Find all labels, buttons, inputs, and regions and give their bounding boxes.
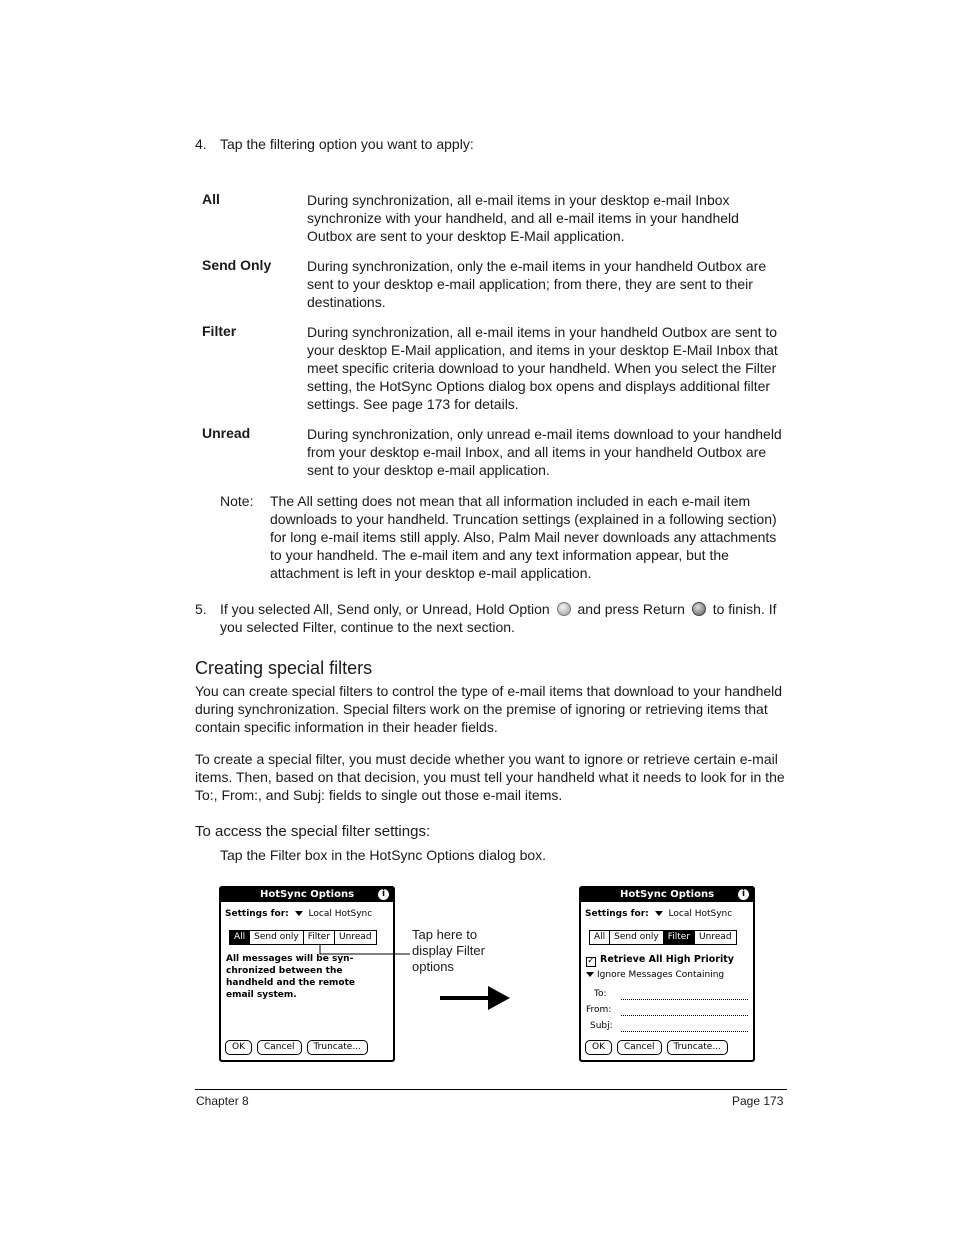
step-number: 4. [195,136,207,152]
settings-for-row [225,909,372,919]
dropdown-arrow-icon[interactable] [655,911,663,916]
settings-value[interactable]: Local HotSync [308,909,373,919]
step-number: 5. [195,601,207,617]
definition-unread: During synchronization, only unread e-mail items download to your handheld from your desktop e-mail Inbox, and all items in your handheld Outbox are sent to your desktop e-mail application. [307,426,782,478]
settings-label: Settings for: [585,909,649,919]
callout-text [412,927,485,975]
section-paragraph: To create a special filter, you must decide whether you want to ignore or retrieve certain e-mail items. Then, based on that decision, you must tell your handheld what it needs to look for in the To:, From:, and Subj: fields to single out those e-mail items. [195,751,785,803]
definition-all: During synchronization, all e-mail items in your desktop e-mail Inbox synchronize with your handheld, and all e-mail items in your handheld Outbox are sent to your desktop E-Mail application. [307,192,739,244]
subj-field-input[interactable] [621,1021,748,1032]
truncate-button[interactable]: Truncate... [667,1040,728,1055]
step5-text-b: and press Return [577,601,685,617]
tab-unread[interactable]: Unread [334,931,376,944]
settings-value[interactable]: Local HotSync [668,909,733,919]
section-heading: Creating special filters [195,658,373,678]
callout-line: display Filter [412,943,485,958]
from-field-input[interactable] [621,1005,748,1016]
dialog-title-bar [221,888,393,902]
hotsync-options-dialog-right [579,886,755,1062]
option-key-icon [557,602,571,616]
term-all: All [202,191,220,207]
section-paragraph: You can create special filters to control the type of e-mail items that download to your handheld during synchronization. Special filters work on the premise of ignoring or retrieving items that contain specific information in their header fields. [195,683,783,735]
callout-line: options [412,959,454,974]
term-send-only: Send Only [202,257,272,273]
footer-rule [195,1089,787,1090]
filter-tabs [229,930,377,945]
dropdown-arrow-icon[interactable] [586,972,594,977]
callout-line: Tap here to [412,927,478,942]
dialog-buttons [585,1040,728,1055]
dialog-title-bar [581,888,753,902]
settings-for-row [585,909,732,919]
message-line: handheld and the remote [226,978,356,988]
hotsync-options-dialog-left [219,886,395,1062]
message-line: chronized between the [226,966,343,976]
cancel-button[interactable]: Cancel [257,1040,302,1055]
step-text [220,600,786,636]
step-text: Tap the filtering option you want to apply: [220,136,474,152]
sync-message [226,953,376,1001]
cancel-button[interactable]: Cancel [617,1040,662,1055]
tab-filter[interactable]: Filter [663,931,694,944]
tab-filter[interactable]: Filter [303,931,334,944]
step5-text-c: to finish. If you selected Filter, continue to the next section. [220,601,777,635]
ok-button[interactable]: OK [225,1040,252,1055]
ignore-messages-row[interactable] [586,970,724,980]
ignore-label: Ignore Messages Containing [597,970,725,980]
instruction-text: Tap the Filter box in the HotSync Options dialog box. [220,847,547,863]
dropdown-arrow-icon[interactable] [295,911,303,916]
subheading: To access the special filter settings: [195,823,431,840]
dialog-title: HotSync Options [619,889,715,900]
message-line: email system. [226,990,297,1000]
to-field-input[interactable] [621,989,748,1000]
dialog-buttons [225,1040,368,1055]
tab-send-only[interactable]: Send only [249,931,303,944]
term-unread: Unread [202,425,251,441]
truncate-button[interactable]: Truncate... [307,1040,368,1055]
info-icon[interactable]: i [738,889,749,900]
retrieve-high-priority-row[interactable] [586,954,734,967]
from-field-label: From: [586,1005,612,1015]
to-field-label: To: [594,989,607,999]
callout-leader-line [315,944,415,956]
tab-all[interactable]: All [230,931,249,944]
step5-text-a: If you selected All, Send only, or Unread, Hold Option [220,601,550,617]
tab-send-only[interactable]: Send only [609,931,663,944]
message-line: All messages will be syn- [226,954,354,964]
filter-tabs [589,930,737,945]
ok-button[interactable]: OK [585,1040,612,1055]
dialog-title: HotSync Options [259,889,355,900]
settings-label: Settings for: [225,909,289,919]
tab-unread[interactable]: Unread [694,931,736,944]
checkbox-checked-icon[interactable]: ✓ [587,956,595,966]
info-icon[interactable]: i [378,889,389,900]
footer-page-number: Page 173 [732,1094,784,1108]
return-key-icon [692,602,706,616]
right-arrow-icon [440,984,512,1012]
checkbox-label: Retrieve All High Priority [600,954,734,965]
definition-filter: During synchronization, all e-mail items in your handheld Outbox are sent to your desktop E-Mail application, and items in your desktop E-Mail Inbox that meet specific criteria download to your handheld. When you select the Filter setting, the HotSync Options dialog box opens and displays additional filter settings. See page 173 for details. [307,324,778,412]
tab-all[interactable]: All [594,932,606,942]
footer-chapter: Chapter 8 [196,1094,249,1108]
note-text: The All setting does not mean that all information included in each e-mail item downloads to your handheld. Truncation settings (explained in a following section) for long e-mail items still apply. Also, Palm Mail never downloads any attachments to your handheld. The e-mail item and any text information appear, but the attachment is left in your desktop e-mail application. [270,493,777,581]
definition-send-only: During synchronization, only the e-mail items in your handheld Outbox are sent to your desktop e-mail application; from there, they are sent to their destinations. [307,258,767,310]
note-label: Note: [220,493,254,509]
term-filter: Filter [202,323,237,339]
subj-field-label: Subj: [590,1021,613,1031]
